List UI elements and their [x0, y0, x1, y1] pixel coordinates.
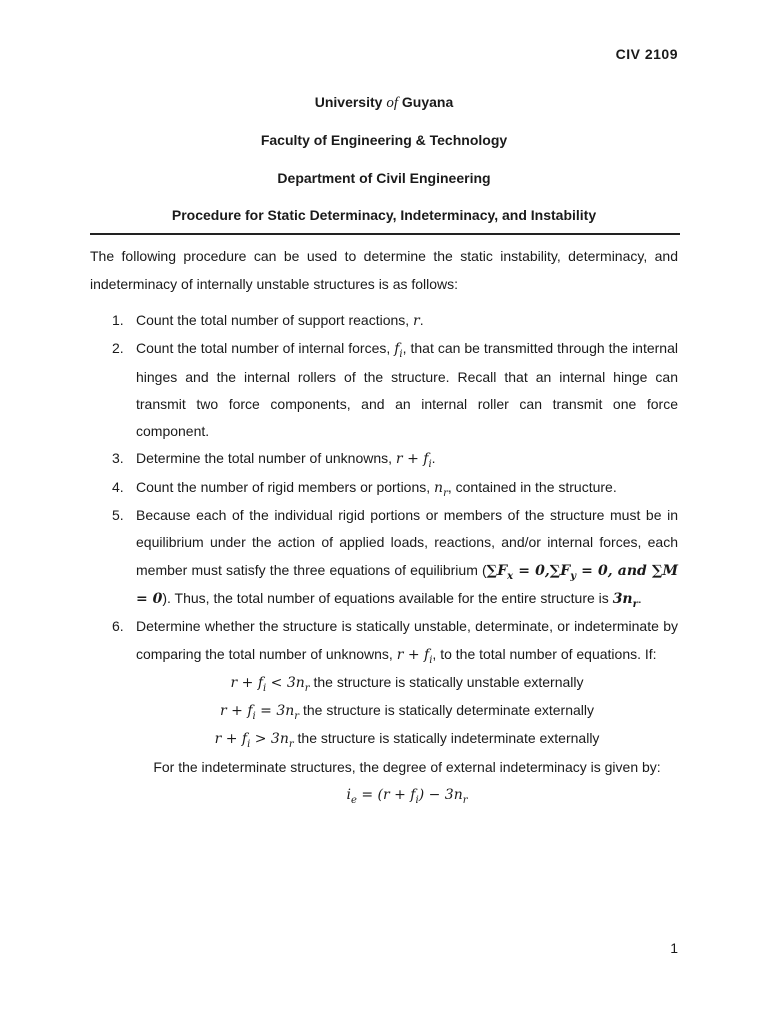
step-text-end: , contained in the structure.: [447, 478, 617, 495]
math-sub: r: [443, 487, 448, 499]
condition-indeterminate: $r + f_i > 3n_r$ the structure is statically indeterminate externally: [214, 730, 600, 751]
equation-sum-fy: $\sum F_y = 0$,: [549, 562, 613, 582]
step-number: 6.: [112, 618, 124, 635]
step-text-end: , that can be transmitted through the internal hinges and the internal rollers of the structure. Recall that an internal hinge can transmit two force components, and an internal roller can transmit one force component.: [136, 340, 678, 440]
step-text-mid: ). Thus, the total number of equations available for the entire structure is: [162, 589, 613, 606]
university-name-of: of: [386, 95, 398, 111]
step-text-end: , to the total number of equations. If:: [432, 645, 657, 662]
document-title: Procedure for Static Determinacy, Indeterminacy, and Instability: [171, 207, 597, 223]
university-name-pre: University: [314, 94, 387, 110]
math-sub: i: [429, 654, 433, 666]
step-number: 2.: [112, 340, 124, 357]
math-base: r + f: [396, 646, 430, 663]
equation-sum-fx: $\sum F_x = 0$,: [486, 562, 550, 582]
step-text: Because each of the individual rigid portions or members of the structure must be in equilibrium under the action of applied loads, reactions, and/or internal forces, each member must satisfy the three equations of equilibrium (: [136, 507, 678, 578]
step-text: Count the total number of internal forces,: [136, 340, 395, 357]
step-item: [90, 335, 678, 445]
step-text: Count the number of rigid members or portions,: [136, 478, 435, 495]
math-nr: [434, 479, 448, 499]
math-r: r: [413, 313, 420, 329]
math-fi: [394, 341, 403, 361]
step-number: 3.: [112, 450, 124, 467]
page-number: 1: [670, 940, 678, 956]
faculty-name: Faculty of Engineering & Technology: [260, 132, 508, 148]
step-text-end: .: [431, 450, 436, 467]
step-text-end: .: [419, 312, 424, 328]
step-item: [90, 502, 678, 613]
university-name-post: Guyana: [398, 94, 454, 110]
math-base: n: [434, 479, 444, 496]
step-item: [90, 613, 678, 809]
math-base: r + f: [395, 451, 429, 468]
university-name: [90, 94, 678, 112]
step-text: Count the total number of support reactions,: [136, 312, 414, 328]
math-total-equations: $3n_r$: [612, 590, 638, 610]
title-divider: [90, 233, 680, 235]
step-number: 4.: [112, 478, 124, 495]
intro-paragraph: The following procedure can be used to determine the static instability, determinacy, and indeterminacy of internally unstable structures is as follows:: [90, 248, 678, 292]
indeterminacy-note: For the indeterminate structures, the degree of external indeterminacy is given by:: [153, 758, 661, 775]
step-item: [90, 474, 678, 502]
condition-determinate: $r + f_i = 3n_r$ the structure is statically determinate externally: [220, 702, 594, 722]
procedure-steps: [90, 307, 678, 809]
step-text: Determine whether the structure is statically unstable, determinate, or indeterminate by comparing the total number of unknowns,: [136, 618, 678, 662]
step-number: 1.: [112, 312, 124, 328]
step-text: Determine the total number of unknowns,: [136, 450, 396, 467]
equation-sum-m: ∑M = 0: [136, 562, 678, 607]
course-code: CIV 2109: [615, 46, 678, 62]
math-unknowns: [396, 646, 433, 666]
step-item: [90, 307, 678, 335]
math-base: f: [394, 341, 400, 358]
math-sub: i: [399, 349, 403, 361]
indeterminacy-formula: $i_e = (r + f_i) - 3n_r$: [346, 787, 468, 806]
math-sub: i: [428, 459, 432, 471]
step-number: 5.: [112, 507, 124, 524]
condition-unstable: $r + f_i < 3n_r$ the structure is statically unstable externally: [230, 673, 584, 694]
equation-and: and: [612, 562, 652, 579]
department-name: Department of Civil Engineering: [277, 170, 491, 186]
step-item: [90, 445, 678, 473]
step-text-end: .: [637, 589, 642, 606]
math-unknowns: [395, 451, 432, 471]
